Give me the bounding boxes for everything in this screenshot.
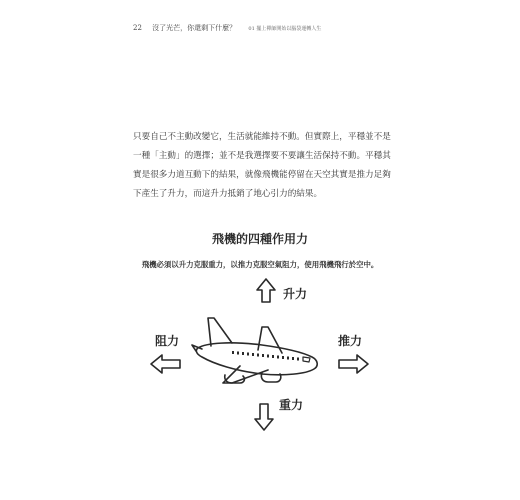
gravity-label: 重力 <box>279 398 304 412</box>
arrow-up-icon <box>257 279 275 302</box>
arrow-down-icon <box>255 404 273 430</box>
drag-label: 阻力 <box>155 334 180 348</box>
body-line: 一種「主動」的選擇；並不是我選擇要不要讓生活保持不動。平穩其 <box>133 151 391 161</box>
chapter-title: 01 擺上禪師開始以腦袋運轉人生 <box>248 26 322 32</box>
arrow-right-icon <box>339 355 368 373</box>
figure-caption: 飛機必須以升力克服重力，以推力克服空氣阻力，使用飛機飛行於空中。 <box>141 260 379 269</box>
lift-label: 升力 <box>283 287 308 301</box>
thrust-label: 推力 <box>338 334 363 348</box>
airplane-windows <box>232 351 299 361</box>
airplane-icon <box>192 318 317 383</box>
body-line: 下產生了升力，而這升力抵銷了地心引力的結果。 <box>133 189 323 199</box>
page-number: 22 <box>133 24 142 32</box>
body-line: 實是很多力道互動下的結果，就像飛機能停留在天空其實是推力足夠 <box>133 170 391 180</box>
body-line: 只要自己不主動改變它，生活就能維持不動。但實際上，平穩並不是 <box>133 132 391 142</box>
arrow-left-icon <box>151 355 180 373</box>
book-title: 沒了光芒，你還剩下什麼？ <box>152 24 237 32</box>
figure-title: 飛機的四種作用力 <box>211 232 308 246</box>
